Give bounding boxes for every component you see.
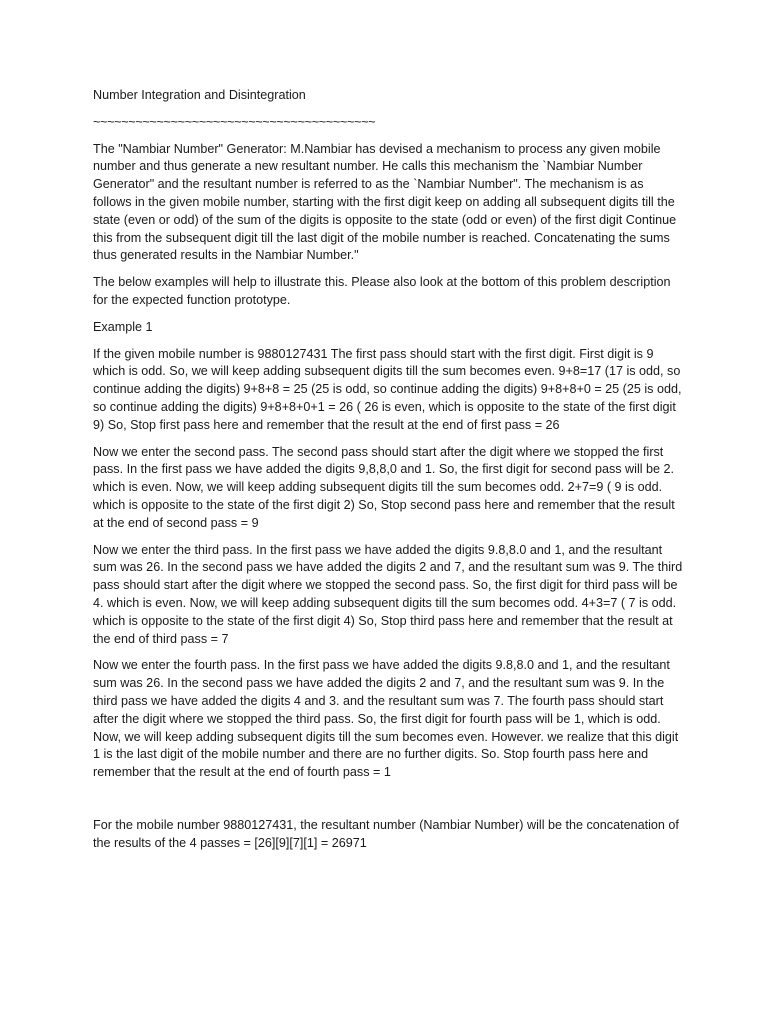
document-page	[93, 87, 683, 861]
paragraph-result: For the mobile number 9880127431, the resultant number (Nambiar Number) will be the concatenation of the results of the 4 passes = [26][9][7][1] = 26971	[93, 817, 679, 850]
tilde-divider: ~~~~~~~~~~~~~~~~~~~~~~~~~~~~~~~~~~~~~~~~	[93, 114, 376, 129]
paragraph-third-pass: Now we enter the third pass. In the first pass we have added the digits 9.8,8.0 and 1, and the resultant sum was 26. In the second pass we have added the digits 2 and 7, and the resultant sum was 9. The third pass should start after the digit where we stopped the second pass. So, the first digit for third pass will be 4. which is even. Now, we will keep adding subsequent digits till the sum becomes odd. 4+3=7 ( 7 is odd. which is opposite to the state of the first digit 4) So, Stop third pass here and remember that the result at the end of third pass = 7	[93, 542, 683, 646]
example-heading: Example 1	[93, 319, 153, 334]
paragraph-fourth-pass: Now we enter the fourth pass. In the first pass we have added the digits 9.8,8.0 and 1, and the resultant sum was 26. In the second pass we have added the digits 2 and 7, and the resultant sum was 9. In the third pass we have added the digits 4 and 3. and the resultant sum was 7. The fourth pass should start after the digit where we stopped the third pass. So, the first digit for fourth pass will be 1, which is odd. Now, we will keep adding subsequent digits till the sum becomes even. However. we realize that this digit 1 is the last digit of the mobile number and there are no further digits. So. Stop fourth pass here and remember that the result at the end of fourth pass = 1	[93, 658, 679, 780]
document-title: Number Integration and Disintegration	[93, 88, 306, 102]
paragraph-examples-note: The below examples will help to illustrate this. Please also look at the bottom of this problem description for the expected function prototype.	[93, 275, 671, 307]
paragraph-first-pass: If the given mobile number is 9880127431 The first pass should start with the first digit. First digit is 9 which is odd. So, we will keep adding subsequent digits till the sum becomes even. 9+8=17 (17 is odd, so continue adding the digits) 9+8+8 = 25 (25 is odd, so continue adding the digits) 9+8+8+0 = 25 (25 is odd, so continue adding the digits) 9+8+8+0+1 = 26 ( 26 is even, which is opposite to the state of the first digit 9) So, Stop first pass here and remember that the result at the end of first pass = 26	[93, 346, 682, 432]
blank-spacer	[93, 791, 683, 817]
paragraph-second-pass: Now we enter the second pass. The second pass should start after the digit where we stopped the first pass. In the first pass we have added the digits 9,8,8,0 and 1. So, the first digit for second pass will be 2. which is even. Now, we will keep adding subsequent digits till the sum becomes odd. 2+7=9 ( 9 is odd. which is opposite to the state of the first digit 2) So, Stop second pass here and remember that the result at the end of second pass = 9	[93, 444, 675, 530]
paragraph-intro: The "Nambiar Number" Generator: M.Nambiar has devised a mechanism to process any given mobile number and thus generate a new resultant number. He calls this mechanism the `Nambiar Number Generator" and the resultant number is referred to as the `Nambiar Number". The mechanism is as follows in the given mobile number, starting with the first digit keep on adding all subsequent digits till the state (even or odd) of the sum of the digits is opposite to the state (odd or even) of the first digit Continue this from the subsequent digit till the last digit of the mobile number is reached. Concatenating the sums thus generated results in the Nambiar Number."	[93, 141, 677, 263]
